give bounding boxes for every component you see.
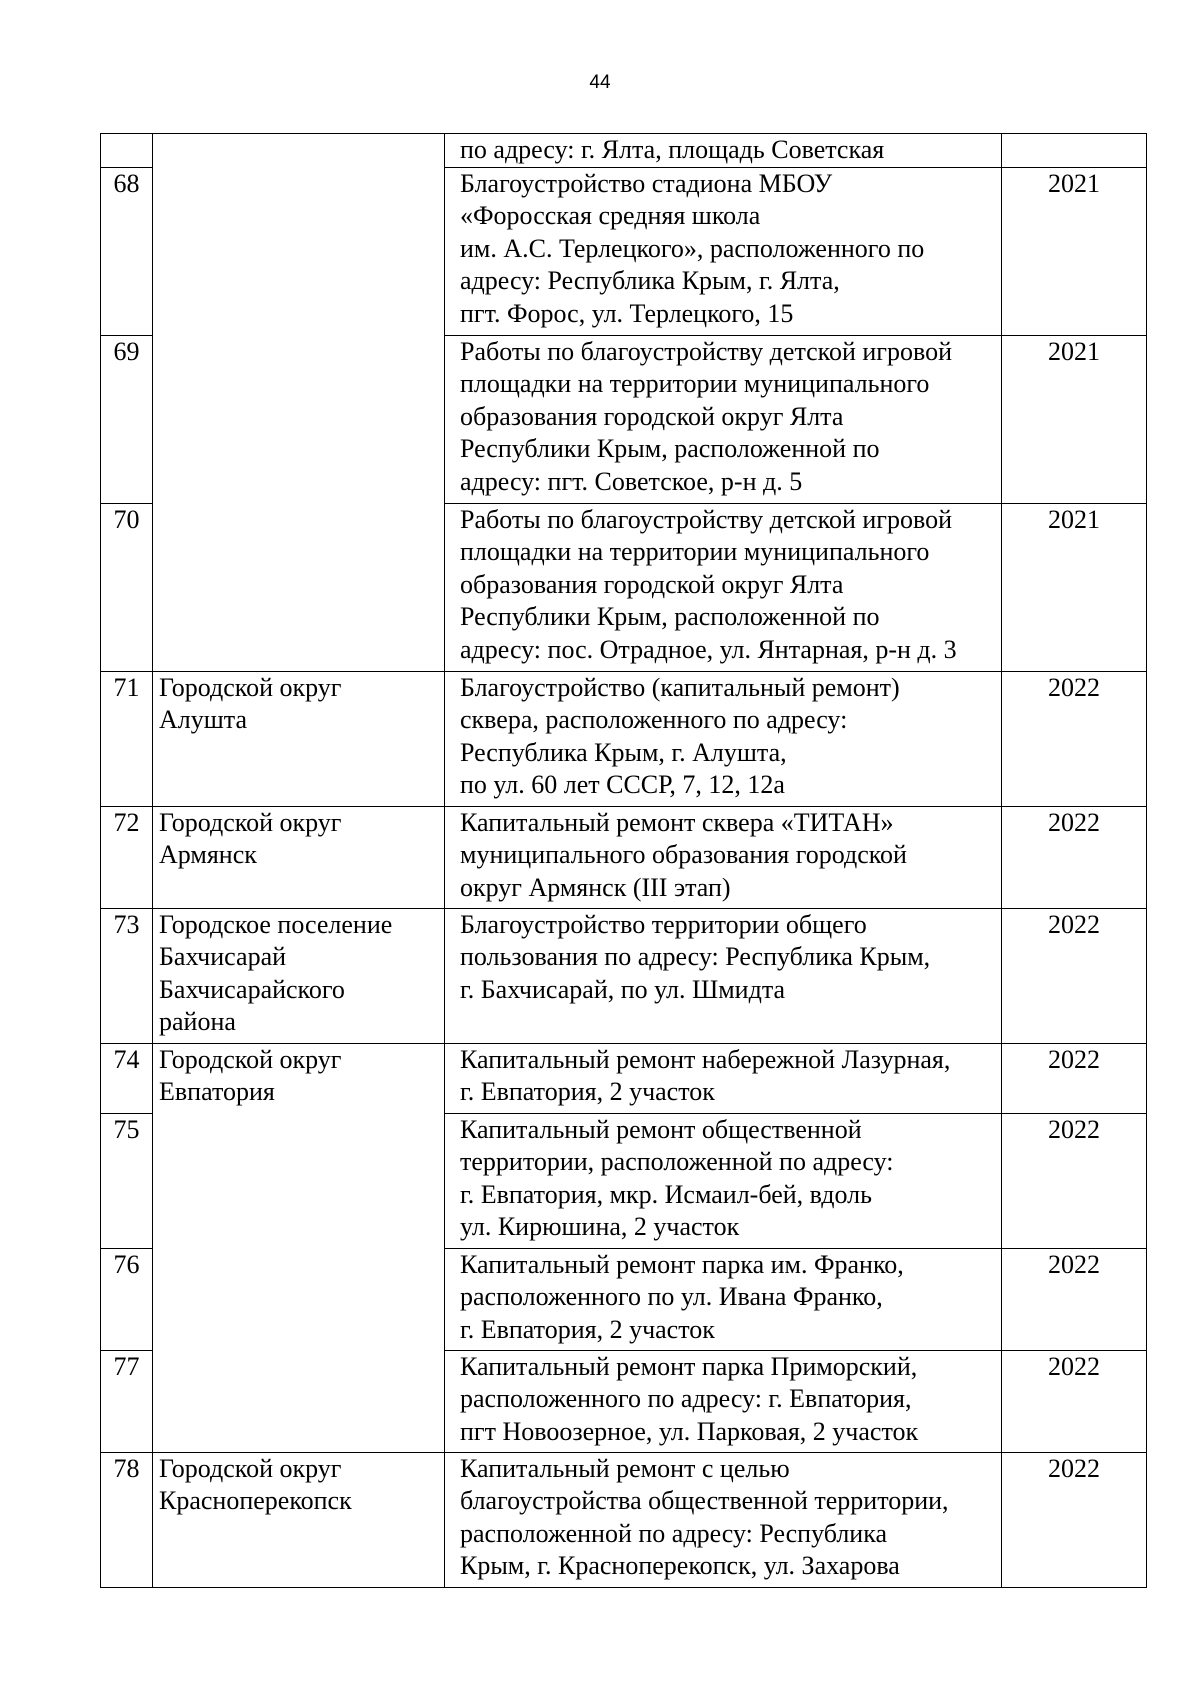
municipality-line: Бахчисарайского [159, 974, 345, 1004]
row-number: 72 [101, 806, 153, 908]
municipality-line: Красноперекопск [159, 1486, 352, 1515]
projects-table-body [101, 134, 1147, 1588]
description-line: по адресу: г. Ялта, площадь Советская [460, 135, 885, 164]
description-line: Капитальный ремонт набережной Лазурная, [460, 1044, 951, 1074]
description-line: Республики Крым, расположенной по [460, 602, 880, 631]
description-cell [445, 134, 1002, 168]
description-line: Республики Крым, расположенной по [460, 434, 880, 463]
description-line: муниципального образования городской [460, 840, 907, 869]
table-row [101, 806, 1147, 908]
table-row [101, 671, 1147, 806]
year-cell: 2022 [1002, 671, 1147, 806]
municipality-line: Армянск [159, 840, 257, 869]
projects-table [100, 133, 1147, 1588]
description-cell [445, 671, 1002, 806]
description-line: Крым, г. Красноперекопск, ул. Захарова [460, 1551, 900, 1580]
description-line: образования городской округ Ялта [460, 569, 844, 599]
municipality-line: Городской округ [159, 672, 342, 702]
description-line: адресу: пгт. Советское, р-н д. 5 [460, 466, 803, 496]
description-line: по ул. 60 лет СССР, 7, 12, 12а [460, 770, 785, 799]
municipality-cell [153, 671, 445, 806]
description-line: расположенного по адресу: г. Евпатория, [460, 1384, 912, 1413]
page-number: 44 [589, 72, 611, 93]
year-cell: 2022 [1002, 908, 1147, 1043]
description-line: образования городской округ Ялта [460, 401, 844, 431]
description-cell [445, 503, 1002, 671]
municipality-line: Городской округ [159, 807, 342, 837]
year-cell: 2021 [1002, 167, 1147, 335]
description-line: г. Евпатория, 2 участок [460, 1314, 715, 1344]
row-number [101, 134, 153, 168]
year-cell [1002, 134, 1147, 168]
description-line: Капитальный ремонт общественной [460, 1114, 862, 1144]
row-number: 73 [101, 908, 153, 1043]
row-number: 71 [101, 671, 153, 806]
description-line: расположенного по ул. Ивана Франко, [460, 1282, 883, 1311]
description-cell [445, 1452, 1002, 1587]
description-cell [445, 1043, 1002, 1113]
description-line: адресу: Республика Крым, г. Ялта, [460, 266, 840, 295]
description-line: г. Евпатория, 2 участок [460, 1077, 715, 1106]
description-cell [445, 335, 1002, 503]
description-line: Работы по благоустройству детской игровой [460, 336, 952, 366]
description-line: г. Бахчисарай, по ул. Шмидта [460, 974, 786, 1004]
municipality-cell [153, 806, 445, 908]
description-cell [445, 1113, 1002, 1248]
description-line: «Форосская средняя школа [460, 201, 761, 230]
municipality-line: Алушта [159, 705, 247, 734]
description-line: площадки на территории муниципального [460, 369, 930, 398]
description-line: Республика Крым, г. Алушта, [460, 737, 787, 767]
description-cell [445, 1248, 1002, 1350]
description-cell [445, 167, 1002, 335]
description-cell [445, 1350, 1002, 1452]
description-line: Работы по благоустройству детской игровой [460, 504, 952, 534]
municipality-cell [153, 908, 445, 1043]
description-line: пгт Новоозерное, ул. Парковая, 2 участок [460, 1416, 919, 1446]
year-cell: 2022 [1002, 1113, 1147, 1248]
row-number: 77 [101, 1350, 153, 1452]
municipality-cell [153, 1452, 445, 1587]
year-cell: 2022 [1002, 806, 1147, 908]
description-line: пгт. Форос, ул. Терлецкого, 15 [460, 298, 794, 328]
row-number: 78 [101, 1452, 153, 1587]
description-line: им. А.С. Терлецкого», расположенного по [460, 233, 925, 263]
description-line: территории, расположенной по адресу: [460, 1147, 894, 1176]
municipality-line: Городское поселение [159, 909, 393, 939]
description-line: Капитальный ремонт парка Приморский, [460, 1351, 918, 1381]
description-line: Капитальный ремонт с целью [460, 1453, 790, 1483]
municipality-line: Евпатория [159, 1077, 275, 1106]
municipality-line: Городской округ [159, 1044, 342, 1074]
description-line: адресу: пос. Отрадное, ул. Янтарная, р-н д. 3 [460, 634, 957, 664]
table-row [101, 134, 1147, 168]
municipality-line: Бахчисарай [159, 942, 287, 971]
row-number: 68 [101, 167, 153, 335]
row-number: 69 [101, 335, 153, 503]
description-line: Капитальный ремонт парка им. Франко, [460, 1249, 904, 1279]
description-line: пользования по адресу: Республика Крым, [460, 942, 931, 971]
year-cell: 2022 [1002, 1043, 1147, 1113]
municipality-cell [153, 134, 445, 672]
municipality-line: района [159, 1007, 236, 1036]
description-line: Благоустройство территории общего [460, 909, 867, 939]
description-line: сквера, расположенного по адресу: [460, 705, 848, 734]
municipality-line: Городской округ [159, 1453, 342, 1483]
row-number: 70 [101, 503, 153, 671]
year-cell: 2022 [1002, 1350, 1147, 1452]
municipality-cell [153, 1043, 445, 1452]
row-number: 75 [101, 1113, 153, 1248]
table-row [101, 1452, 1147, 1587]
table-row [101, 908, 1147, 1043]
year-cell: 2022 [1002, 1452, 1147, 1587]
description-line: г. Евпатория, мкр. Исмаил-бей, вдоль [460, 1179, 873, 1209]
description-line: округ Армянск (III этап) [460, 872, 731, 902]
table-row [101, 1043, 1147, 1113]
description-line: Капитальный ремонт сквера «ТИТАН» [460, 807, 894, 837]
description-line: ул. Кирюшина, 2 участок [460, 1212, 740, 1241]
row-number: 74 [101, 1043, 153, 1113]
year-cell: 2021 [1002, 503, 1147, 671]
description-line: расположенной по адресу: Республика [460, 1518, 887, 1548]
description-line: площадки на территории муниципального [460, 537, 930, 566]
description-line: Благоустройство (капитальный ремонт) [460, 672, 900, 702]
description-cell [445, 908, 1002, 1043]
description-cell [445, 806, 1002, 908]
description-line: Благоустройство стадиона МБОУ [460, 168, 833, 198]
row-number: 76 [101, 1248, 153, 1350]
year-cell: 2022 [1002, 1248, 1147, 1350]
description-line: благоустройства общественной территории, [460, 1486, 949, 1515]
year-cell: 2021 [1002, 335, 1147, 503]
